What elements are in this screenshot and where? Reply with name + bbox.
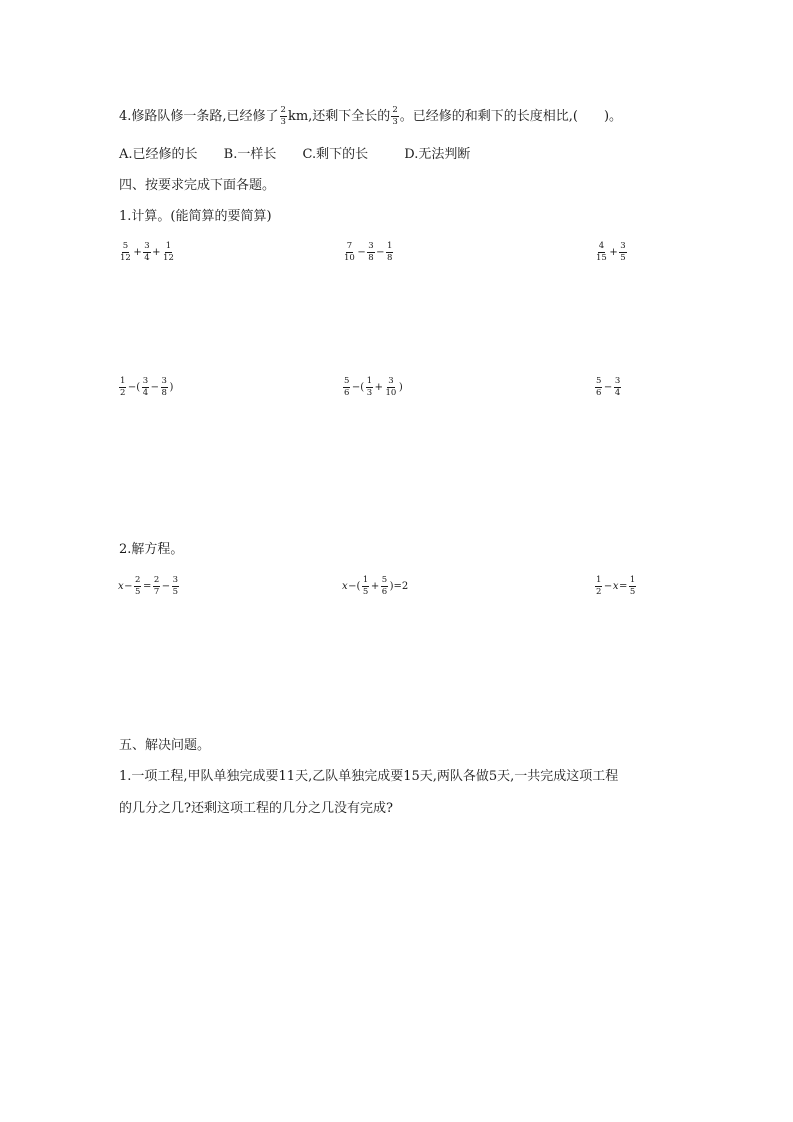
calc-expression-1: $\frac{5}{12}$ + $\frac{3}{4}$ + $\frac{1}{12}$: [120, 241, 174, 263]
option-b: B.一样长: [223, 147, 277, 162]
calc-expression-2: $\frac{7}{10}$ − $\frac{3}{8}$ − $\frac{1}{8}$: [344, 241, 393, 263]
fraction: $\frac{2}{3}$: [280, 105, 286, 127]
problem-1-line-1: 1.一项工程,甲队单独完成要11天,乙队单独完成要15天,两队各做5天,一共完成这项工程: [119, 769, 619, 784]
calc-expression-4: $\frac{1}{2}$ −( $\frac{3}{4}$ − $\frac{3}{8}$ ): [120, 376, 174, 398]
equation-2: x −( $\frac{1}{5}$ + $\frac{5}{6}$ )=2: [342, 575, 409, 597]
section-5-title: 五、解决问题。: [119, 738, 211, 753]
q4-text-3: 。已经修的和剩下的长度相比,(: [399, 109, 578, 124]
calc-expression-3: $\frac{4}{15}$ + $\frac{3}{5}$: [596, 241, 626, 263]
q4-text-1: 4.修路队修一条路,已经修了: [119, 109, 279, 124]
q4-text-2: km,还剩下全长的: [287, 109, 391, 124]
question-4: [119, 106, 622, 127]
equation-3: $\frac{1}{2}$ − x = $\frac{1}{5}$: [596, 575, 636, 597]
equation-1: x − $\frac{2}{5}$ = $\frac{2}{7}$ − $\frac{3}{5}$: [118, 575, 179, 597]
option-a: A.已经修的长: [119, 147, 198, 162]
equation-title: 2.解方程。: [119, 542, 184, 557]
q4-options: [119, 146, 470, 164]
calc-expression-6: $\frac{5}{6}$ − $\frac{3}{4}$: [596, 376, 621, 398]
section-4-title: 四、按要求完成下面各题。: [119, 178, 276, 193]
calc-title: 1.计算。(能简算的要简算): [119, 209, 272, 224]
option-d: D.无法判断: [404, 147, 471, 162]
option-c: C.剩下的长: [302, 147, 369, 162]
problem-1-line-2: 的几分之几?还剩这项工程的几分之几没有完成?: [119, 801, 393, 816]
q4-text-4: )。: [603, 109, 623, 124]
fraction: $\frac{2}{3}$: [392, 105, 398, 127]
calc-expression-5: $\frac{5}{6}$ −( $\frac{1}{3}$ + $\frac{3}{10}$ ): [344, 376, 403, 398]
